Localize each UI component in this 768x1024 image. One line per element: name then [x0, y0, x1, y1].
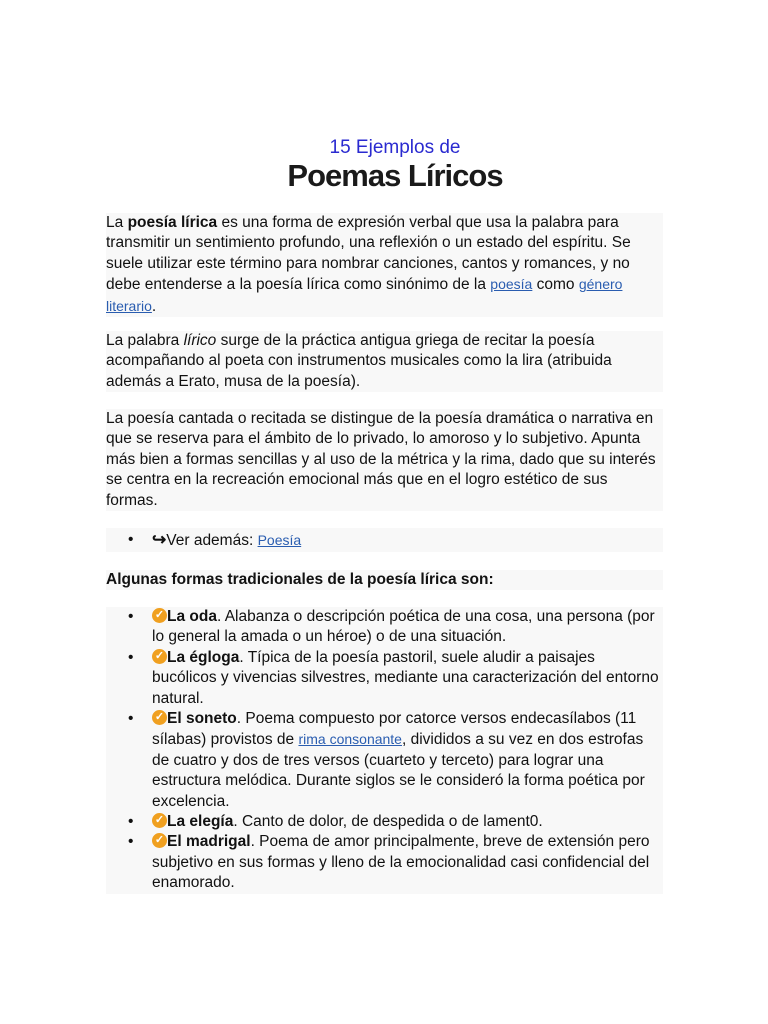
- form-desc: . Alabanza o descripción poética de una cosa, una persona (por lo general la amada o un héroe) o de una situación.: [152, 608, 655, 646]
- text: surge de la práctica antigua griega de recitar la poesía acompañando al poeta con instrumentos musicales como la lira (atribuida además a Erato, musa de la poesía).: [106, 332, 612, 390]
- subtitle: 15 Ejemplos de: [329, 137, 461, 158]
- text: La poesía cantada o recitada se distingue de la poesía dramática o narrativa en que se reserva para el ámbito de lo privado, lo amoroso y lo subjetivo. Apunta más bien a formas sencillas y al uso de la métrica y la rima, dado que su interés se centra en la recreación emocional más que en el logro estético de sus formas.: [106, 410, 656, 509]
- forms-heading: [106, 570, 663, 590]
- check-circle-icon: ✓: [152, 608, 167, 623]
- text: .: [151, 297, 157, 315]
- link-rima-consonante[interactable]: rima consonante: [298, 731, 402, 748]
- check-circle-icon: ✓: [152, 649, 167, 664]
- form-desc: . Poema de amor principalmente, breve de extensión pero subjetivo en sus formas y lleno de la emocionalidad casi confidencial del enamorado.: [152, 833, 650, 892]
- link-genero-literario[interactable]: género literario: [106, 276, 623, 314]
- list-item: [106, 648, 663, 709]
- paragraph-distincion: [106, 409, 663, 511]
- form-name: La égloga: [167, 648, 240, 666]
- text: La palabra: [106, 332, 184, 349]
- text: La: [106, 214, 128, 231]
- form-desc: . Canto de dolor, de despedida o de lament0.: [233, 813, 543, 831]
- form-name: El soneto: [167, 710, 237, 728]
- check-circle-icon: ✓: [152, 813, 167, 828]
- form-name: El madrigal: [167, 833, 251, 851]
- form-name: La oda: [167, 608, 217, 625]
- bullet: •: [128, 813, 134, 831]
- term-italic: lírico: [183, 332, 217, 349]
- page-title: Poemas Líricos: [287, 158, 503, 193]
- list-item: [106, 607, 663, 648]
- bullet: •: [128, 710, 134, 728]
- form-desc: . Poema compuesto por catorce versos endecasílabos (11 sílabas) provistos de: [152, 710, 637, 749]
- list-item: [106, 709, 663, 812]
- form-desc: . Típica de la poesía pastoril, suele aludir a paisajes bucólicos y vivencias silvestres, mediante una caracterización del entorno natural.: [152, 648, 659, 707]
- form-desc: , divididos a su vez en dos estrofas de cuatro y dos de tres versos (cuarteto y terceto) para lograr una estructura melódica. Durante siglos se le consideró la forma poética por excelencia.: [152, 731, 645, 810]
- bullet: •: [128, 648, 134, 666]
- text: es una forma de expresión verbal que usa la palabra para transmitir un sentimiento profundo, una reflexión o un estado del espíritu. Se suele utilizar este término para nombrar canciones, cantos y romances, y no debe entenderse a la poesía lírica como sinónimo de la: [106, 214, 631, 294]
- term-bold: poesía lírica: [127, 214, 218, 231]
- paragraph-intro: [106, 213, 663, 317]
- bullet: •: [128, 608, 134, 625]
- link-poesia[interactable]: poesía: [490, 276, 533, 293]
- bullet: •: [128, 531, 134, 548]
- check-circle-icon: ✓: [152, 710, 167, 725]
- bullet: •: [128, 833, 134, 851]
- form-name: La elegía: [167, 813, 234, 831]
- arrow-right-icon: ↪: [152, 530, 167, 549]
- see-also-label: Ver además:: [166, 532, 258, 549]
- check-circle-icon: ✓: [152, 833, 167, 848]
- list-item: [106, 832, 663, 893]
- paragraph-lirico: [106, 331, 663, 392]
- section-heading: Algunas formas tradicionales de la poesía lírica son:: [106, 571, 494, 588]
- link-poesia-see-also[interactable]: Poesía: [257, 532, 302, 548]
- forms-list: [106, 607, 663, 894]
- text: como: [532, 276, 579, 294]
- see-also: [106, 528, 663, 552]
- list-item: [106, 812, 663, 832]
